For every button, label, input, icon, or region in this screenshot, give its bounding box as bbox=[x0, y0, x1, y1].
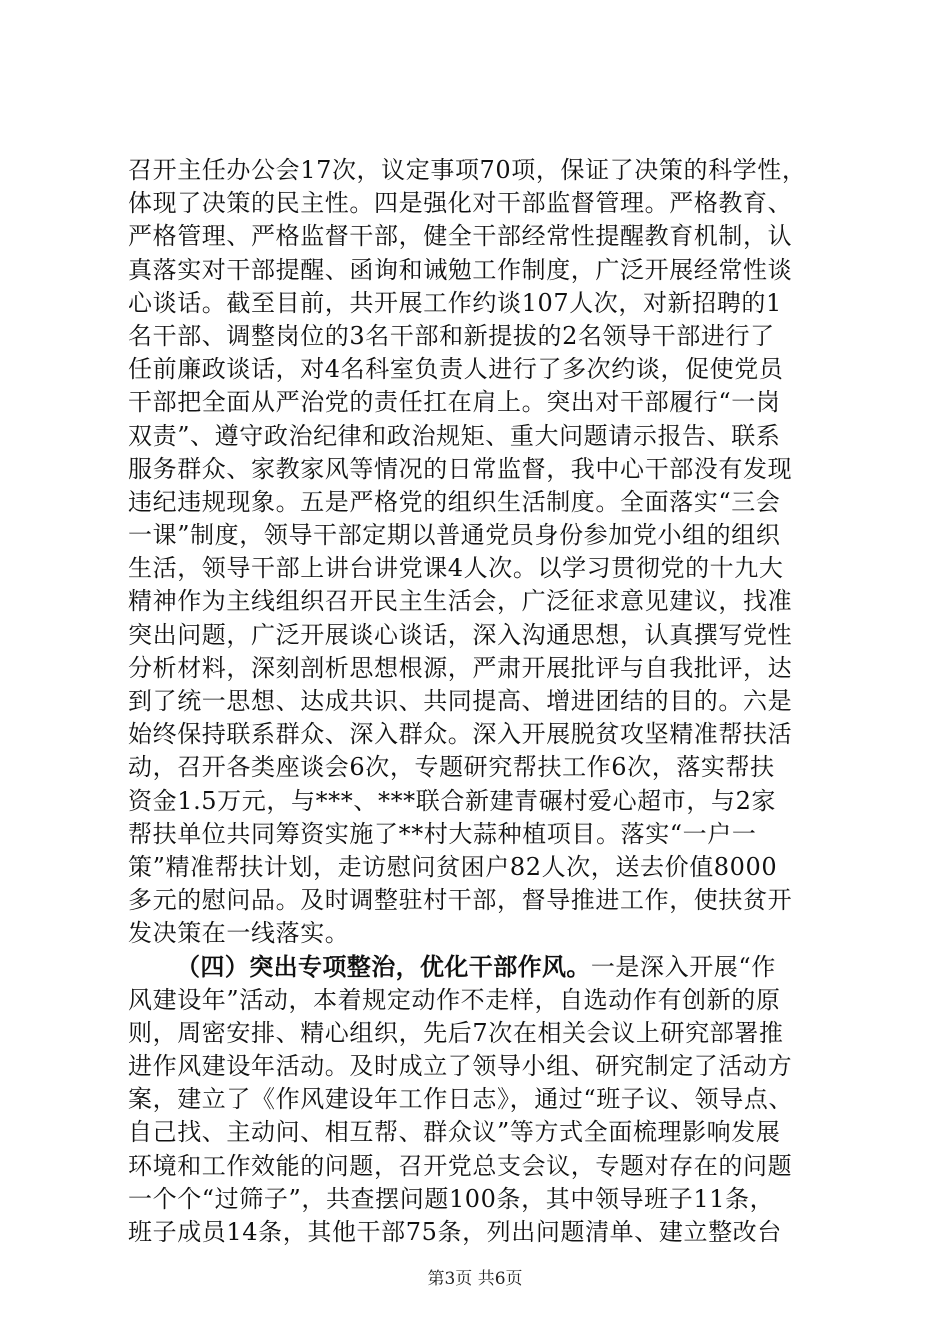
text-line: 发决策在一线落实。 bbox=[128, 919, 350, 948]
text-line: 风建设年”活动，本着规定动作不走样，自选动作有创新的原 bbox=[128, 985, 781, 1014]
text-line: 分析材料，深刻剖析思想根源，严肃开展批评与自我批评，达 bbox=[128, 653, 793, 682]
text-line: 环境和工作效能的问题，召开党总支会议，专题对存在的问题 bbox=[128, 1151, 793, 1180]
text-line: 双责”、遵守政治纪律和政治规矩、重大问题请示报告、联系 bbox=[128, 421, 781, 450]
text-line: 动，召开各类座谈会6次，专题研究帮扶工作6次，落实帮扶 bbox=[128, 753, 775, 782]
text-line: 到了统一思想、达成共识、共同提高、增进团结的目的。六是 bbox=[128, 687, 793, 715]
text-line: 一课”制度，领导干部定期以普通党员身份参加党小组的组织 bbox=[128, 521, 781, 550]
text-line: 精神作为主线组织召开民主生活会，广泛征求意见建议，找准 bbox=[128, 587, 793, 616]
section-4-heading: （四）突出专项整治，优化干部作风。 bbox=[176, 952, 591, 981]
text-line: 多元的慰问品。及时调整驻村干部，督导推进工作，使扶贫开 bbox=[128, 886, 793, 915]
text-line: 名干部、调整岗位的3名干部和新提拔的2名领导干部进行了 bbox=[128, 321, 775, 350]
text-line: 真落实对干部提醒、函询和诫勉工作制度，广泛开展经常性谈 bbox=[128, 255, 793, 284]
text-line: 始终保持联系群众、深入群众。深入开展脱贫攻坚精准帮扶活 bbox=[128, 720, 793, 749]
section-4-first-line bbox=[128, 951, 840, 984]
text-line: 一个个“过筛子”，共查摆问题100条，其中领导班子11条， bbox=[128, 1184, 775, 1213]
section-4-lead-text: 一是深入开展“作 bbox=[590, 952, 776, 981]
text-line: 帮扶单位共同筹资实施了**村大蒜种植项目。落实“一户一 bbox=[128, 819, 757, 848]
text-line: 严格管理、严格监督干部，健全干部经常性提醒教育机制，认 bbox=[128, 222, 793, 251]
document-body bbox=[128, 154, 840, 1249]
text-line: 突出问题，广泛开展谈心谈话，深入沟通思想，认真撰写党性 bbox=[128, 620, 793, 649]
text-line: 进作风建设年活动。及时成立了领导小组、研究制定了活动方 bbox=[128, 1052, 793, 1081]
text-line: 服务群众、家教家风等情况的日常监督，我中心干部没有发现 bbox=[128, 454, 793, 483]
text-line: 案，建立了《作风建设年工作日志》，通过“班子议、领导点、 bbox=[128, 1085, 794, 1114]
text-line: 召开主任办公会17次，议定事项70项，保证了决策的科学性， bbox=[128, 156, 807, 184]
text-line: 资金1.5万元，与***、***联合新建青碾村爱心超市，与2家 bbox=[128, 786, 777, 815]
text-line: 任前廉政谈话，对4名科室负责人进行了多次约谈，促使党员 bbox=[128, 355, 784, 384]
text-line: 则，周密安排、精心组织，先后7次在相关会议上研究部署推 bbox=[128, 1018, 784, 1047]
text-line: 班子成员14条，其他干部75条，列出问题清单、建立整改台 bbox=[128, 1218, 782, 1246]
text-line: 体现了决策的民主性。四是强化对干部监督管理。严格教育、 bbox=[128, 189, 793, 218]
page-number-footer: 第3页 共6页 bbox=[427, 1269, 523, 1289]
text-line: 违纪违规现象。五是严格党的组织生活制度。全面落实“三会 bbox=[128, 487, 781, 516]
text-line: 干部把全面从严治党的责任扛在肩上。突出对干部履行“一岗 bbox=[128, 388, 781, 417]
text-line: 生活，领导干部上讲台讲党课4人次。以学习贯彻党的十九大 bbox=[128, 554, 784, 583]
text-line: 自己找、主动问、相互帮、群众议”等方式全面梳理影响发展 bbox=[128, 1118, 781, 1147]
text-line: 心谈话。截至目前，共开展工作约谈107人次，对新招聘的1 bbox=[128, 288, 782, 317]
text-line: 策”精准帮扶计划，走访慰问贫困户82人次，送去价值8000 bbox=[128, 852, 778, 881]
